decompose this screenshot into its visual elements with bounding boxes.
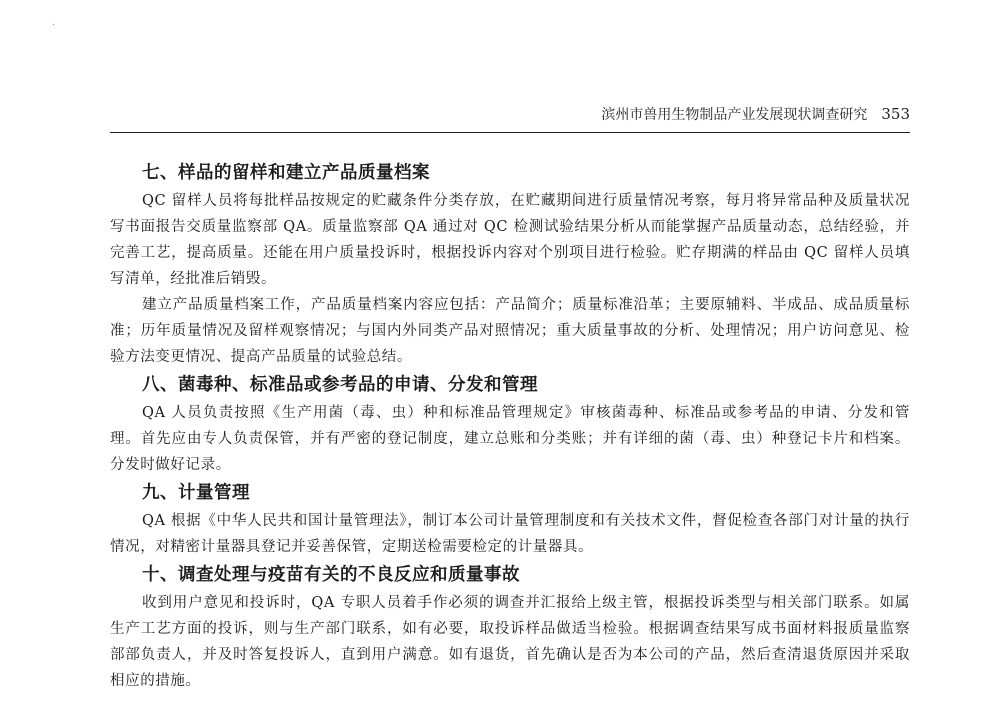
section-heading-7: 七、样品的留样和建立产品质量档案 — [142, 163, 430, 183]
paragraph: 收到用户意见和投诉时，QA 专职人员着手作必须的调查并汇报给上级主管，根据投诉类型与相关部门联系。如属生产工艺方面的投诉，则与生产部门联系，如有必要，取投诉样品做适当检验。根据调查结果写成书面材料报质量监察部部负责人，并及时答复投诉人，直到用户满意。如有退货，首先确认是否为本公司的产品，然后查清退货原因并采取相应的措施。 — [110, 595, 910, 689]
section-heading-8: 八、菌毒种、标准品或参考品的申请、分发和管理 — [142, 375, 538, 395]
paragraph: QA 人员负责按照《生产用菌（毒、虫）种和标准品管理规定》审核菌毒种、标准品或参考品的申请、分发和管理。首先应由专人负责保管，并有严密的登记制度，建立总账和分类账；并有详细的菌（毒、虫）种登记卡片和档案。分发时做好记录。 — [110, 405, 910, 473]
section-heading-9: 九、计量管理 — [142, 483, 250, 503]
paragraph: QC 留样人员将每批样品按规定的贮藏条件分类存放，在贮藏期间进行质量情况考察，每月将异常品种及质量状况写书面报告交质量监察部 QA。质量监察部 QA 通过对 QC 检测试验结果分析从而能掌握产品质量动态，总结经验，并完善工艺，提高质量。还能在用户质量投诉时，根据投诉内容对个别项目进行检验。贮存期满的样品由 QC 留样人员填写清单，经批准后销毁。 — [110, 193, 910, 287]
scan-speck: · — [52, 20, 56, 31]
running-header — [110, 104, 910, 128]
running-title: 滨州市兽用生物制品产业发展现状调查研究 — [601, 107, 868, 123]
paragraph: QA 根据《中华人民共和国计量管理法》，制订本公司计量管理制度和有关技术文件，督促检查各部门对计量的执行情况，对精密计量器具登记并妥善保管，定期送检需要检定的计量器具。 — [110, 513, 910, 555]
document-body — [110, 158, 910, 694]
header-rule — [110, 132, 910, 133]
section-heading-10: 十、调查处理与疫苗有关的不良反应和质量事故 — [142, 565, 520, 585]
paragraph: 建立产品质量档案工作，产品质量档案内容应包括：产品简介；质量标准沿革；主要原辅料、半成品、成品质量标准；历年质量情况及留样观察情况；与国内外同类产品对照情况；重大质量事故的分析、处理情况；用户访问意见、检验方法变更情况、提高产品质量的试验总结。 — [110, 297, 910, 365]
page-number: 353 — [881, 105, 910, 123]
